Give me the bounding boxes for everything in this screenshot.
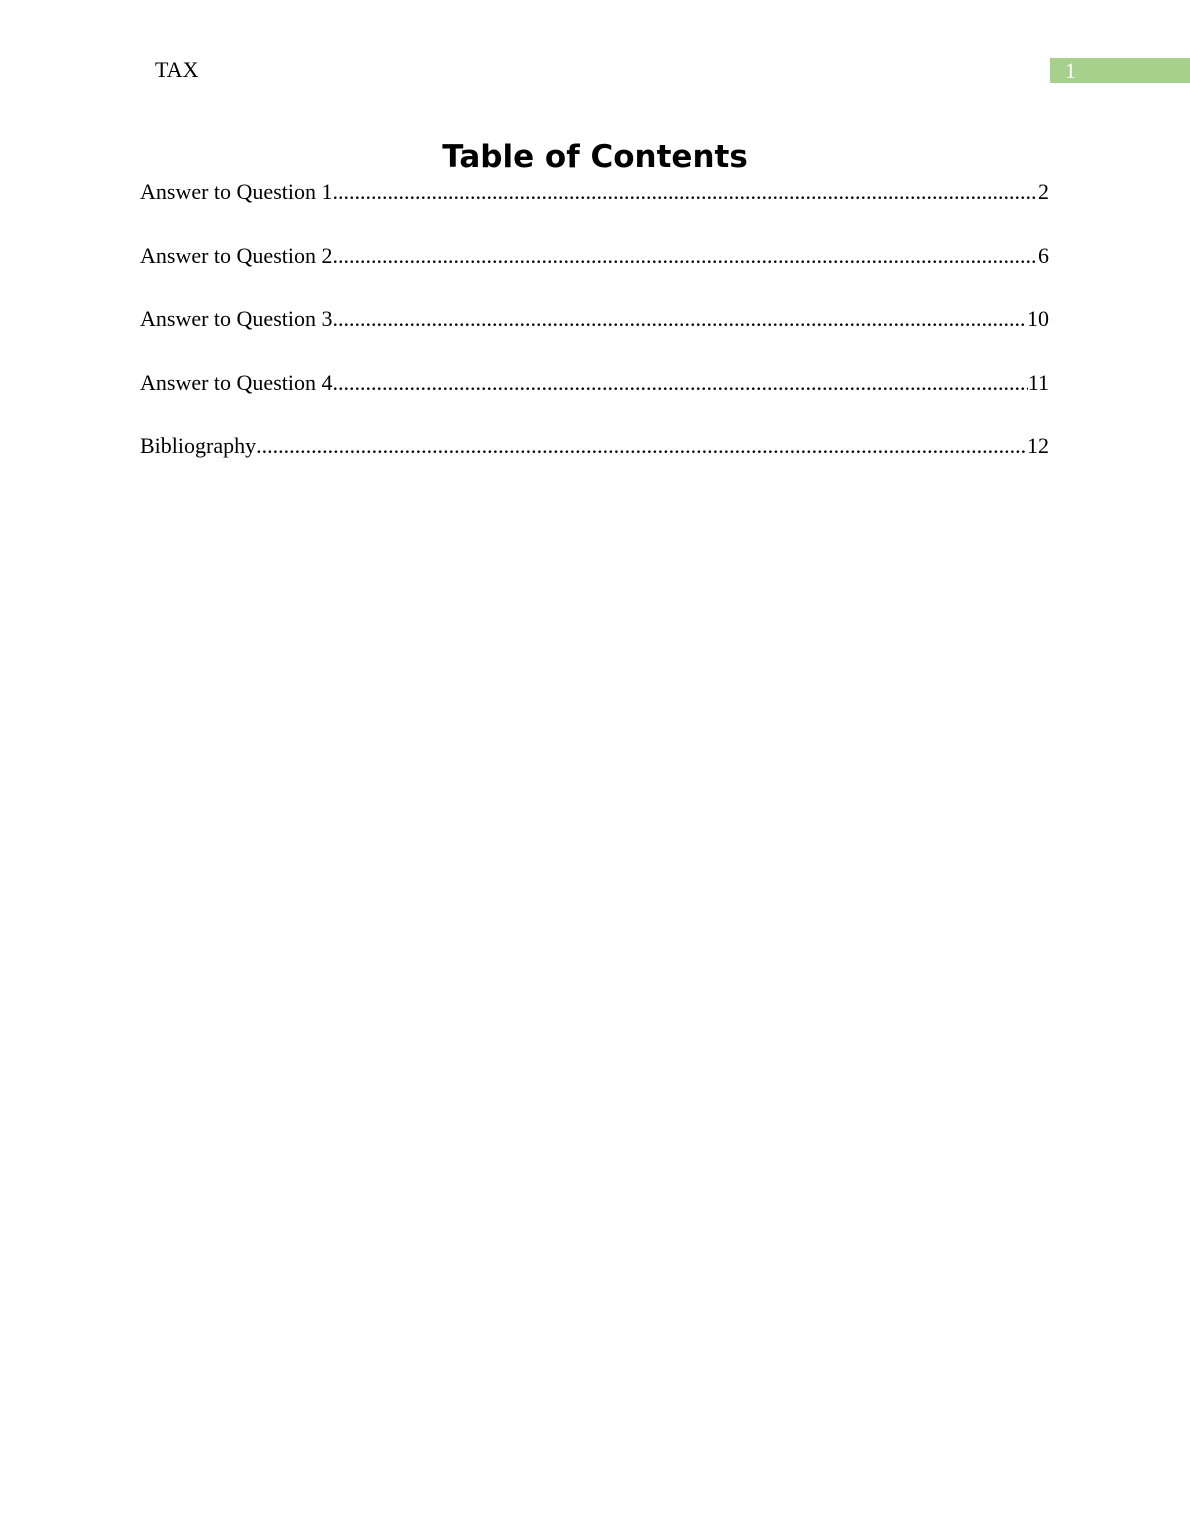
toc-dot-leader (332, 243, 1038, 269)
toc-entry-question-2[interactable] (140, 243, 1049, 269)
toc-entry-label: Bibliography (140, 433, 257, 458)
toc-entry-question-3[interactable] (140, 306, 1049, 332)
toc-entry-page: 11 (1027, 370, 1049, 395)
toc-dot-leader (332, 306, 1027, 332)
toc-entry-page: 12 (1027, 433, 1049, 458)
page-number: 1 (1065, 58, 1076, 83)
toc-entry-label: Answer to Question 2 (140, 243, 333, 268)
toc-entry-label: Answer to Question 4 (140, 370, 333, 395)
toc-dot-leader (332, 179, 1038, 205)
toc-entry-page: 2 (1038, 179, 1049, 204)
toc-dot-leader (256, 433, 1027, 459)
toc-entry-page: 10 (1027, 306, 1049, 331)
toc-heading: Table of Contents (442, 139, 748, 175)
page-number-badge (1050, 58, 1190, 83)
toc-entry-label: Answer to Question 1 (140, 179, 333, 204)
toc-entry-label: Answer to Question 3 (140, 306, 333, 331)
header-title: TAX (155, 57, 199, 82)
toc-entry-page: 6 (1038, 243, 1049, 268)
toc-entry-question-4[interactable] (140, 370, 1049, 396)
toc-dot-leader (332, 370, 1027, 396)
toc-entry-question-1[interactable] (140, 179, 1049, 205)
toc-entry-bibliography[interactable] (140, 433, 1049, 459)
